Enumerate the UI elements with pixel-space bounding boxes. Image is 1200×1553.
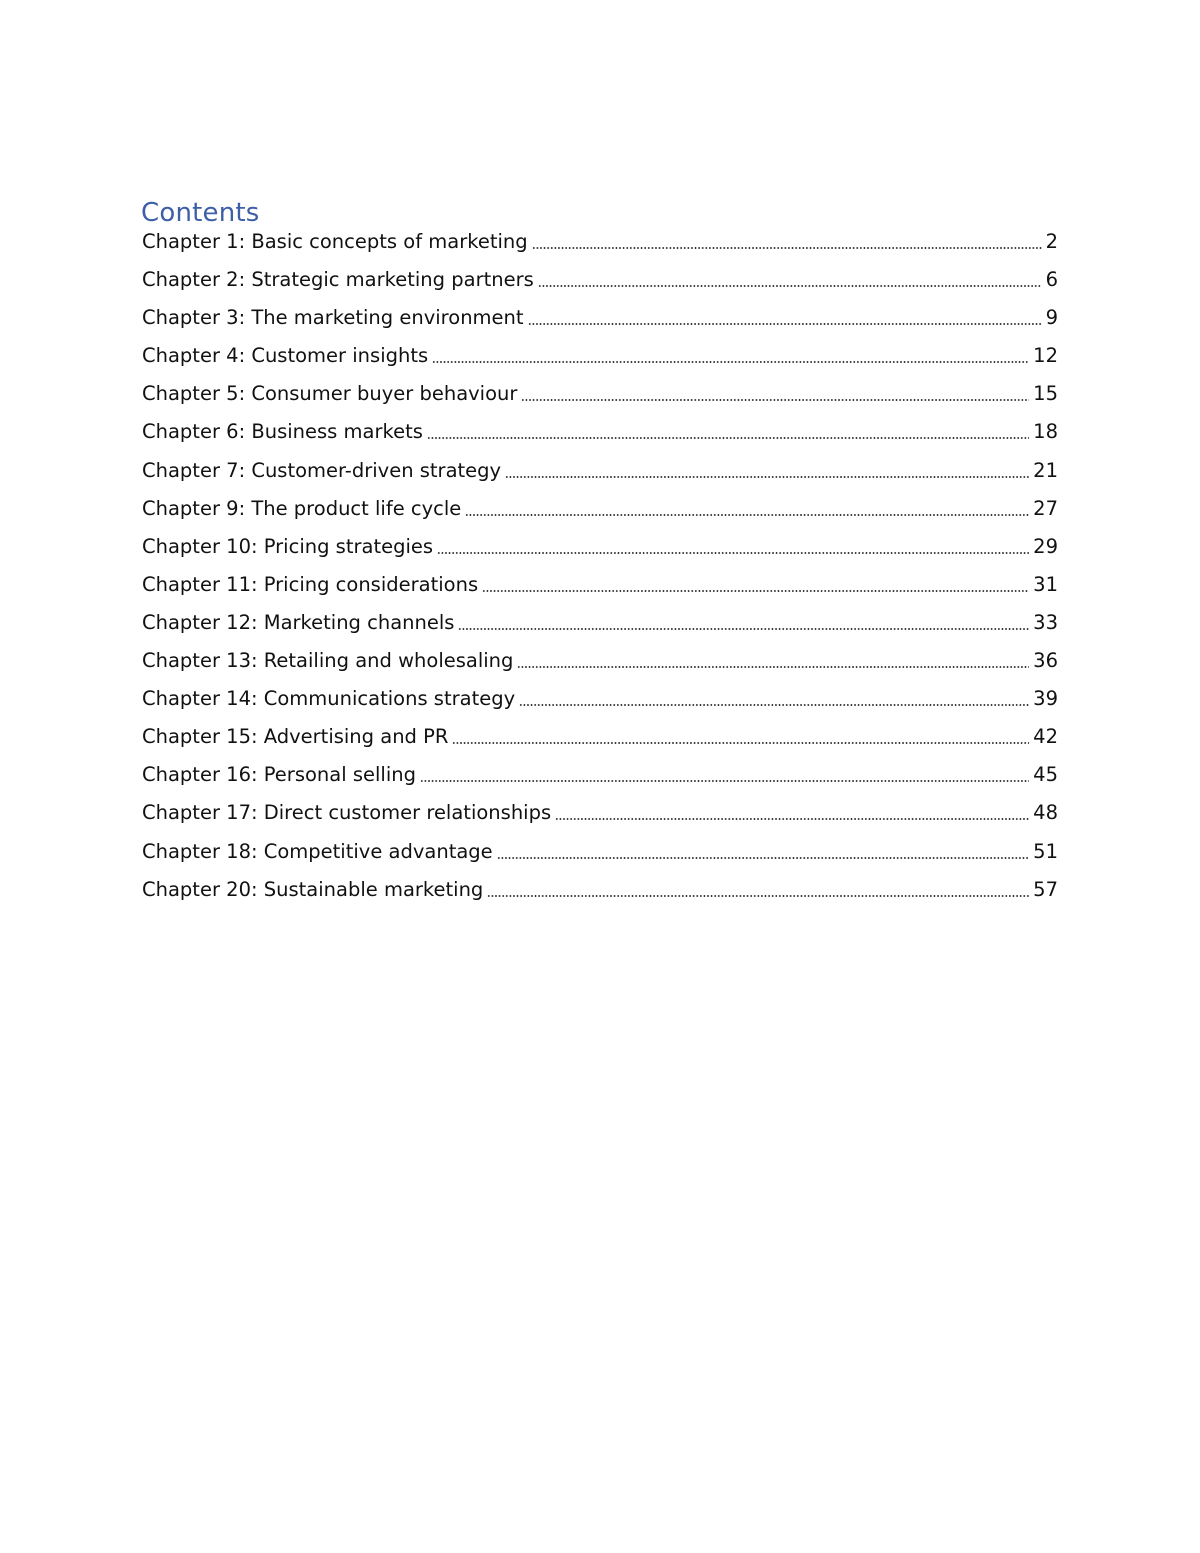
toc-entry-title: Chapter 18: Competitive advantage [142,839,493,863]
toc-dot-leader [505,476,1029,478]
toc-dot-leader [465,514,1029,516]
toc-dot-leader [420,780,1029,782]
toc-entry-page: 9 [1045,306,1058,330]
toc-entry-page: 2 [1045,230,1058,253]
toc-dot-leader [458,628,1029,630]
toc-entry-title: Chapter 6: Business markets [142,420,423,444]
toc-entry[interactable] [142,597,1058,635]
toc-dot-leader [437,552,1029,554]
toc-entry-title: Chapter 9: The product life cycle [142,496,462,520]
toc-entry[interactable] [142,292,1058,330]
toc-entry-title: Chapter 2: Strategic marketing partners [142,268,534,292]
toc-entry[interactable] [142,483,1058,521]
toc-dot-leader [517,666,1029,668]
toc-entry-title: Chapter 20: Sustainable marketing [142,877,484,901]
toc-entry-page: 15 [1033,382,1058,406]
toc-entry[interactable] [142,711,1058,749]
toc-heading: Contents [141,198,260,228]
toc-dot-leader [427,437,1029,439]
toc-entry[interactable] [142,787,1058,825]
toc-entry-page: 57 [1033,877,1058,901]
toc-entry-title: Chapter 13: Retailing and wholesaling [142,649,514,673]
toc-entry-title: Chapter 16: Personal selling [142,763,416,787]
toc-entry-page: 27 [1033,496,1058,520]
toc-entry[interactable] [142,559,1058,597]
toc-dot-leader [521,399,1029,401]
toc-entry[interactable] [142,635,1058,673]
toc-entry-page: 18 [1033,420,1058,444]
toc-entry-page: 6 [1045,268,1058,292]
toc-entry-page: 39 [1033,687,1058,711]
toc-entry-page: 12 [1033,344,1058,368]
toc-entry-page: 45 [1033,763,1058,787]
toc-entry-title: Chapter 1: Basic concepts of marketing [142,230,528,253]
toc-entry-page: 31 [1033,572,1058,596]
toc-dot-leader [497,857,1030,859]
toc-entry[interactable] [142,368,1058,406]
toc-entry-title: Chapter 17: Direct customer relationships [142,801,552,825]
toc-entry-title: Chapter 12: Marketing channels [142,610,455,634]
toc-dot-leader [487,895,1029,897]
toc-dot-leader [452,742,1029,744]
toc-list [142,216,1058,902]
toc-dot-leader [528,323,1042,325]
toc-entry[interactable] [142,521,1058,559]
toc-entry[interactable] [142,406,1058,444]
toc-entry[interactable] [142,254,1058,292]
toc-entry[interactable] [142,673,1058,711]
toc-dot-leader [432,361,1029,363]
toc-entry-page: 51 [1033,839,1058,863]
toc-entry-title: Chapter 11: Pricing considerations [142,572,479,596]
toc-entry-page: 36 [1033,649,1058,673]
toc-entry[interactable] [142,749,1058,787]
toc-entry-page: 29 [1033,534,1058,558]
toc-dot-leader [482,590,1029,592]
toc-entry-page: 42 [1033,725,1058,749]
toc-entry-title: Chapter 15: Advertising and PR [142,725,449,749]
toc-entry-title: Chapter 7: Customer-driven strategy [142,458,502,482]
toc-entry[interactable] [142,864,1058,902]
toc-entry[interactable] [142,825,1058,863]
toc-entry-page: 48 [1033,801,1058,825]
toc-dot-leader [555,818,1029,820]
toc-entry-title: Chapter 4: Customer insights [142,344,429,368]
table-of-contents [142,196,1058,902]
toc-entry-title: Chapter 5: Consumer buyer behaviour [142,382,518,406]
toc-entry[interactable] [142,216,1058,254]
toc-entry-page: 33 [1033,610,1058,634]
toc-entry[interactable] [142,444,1058,482]
toc-dot-leader [532,247,1042,249]
toc-entry-title: Chapter 14: Communications strategy [142,687,516,711]
toc-entry-title: Chapter 3: The marketing environment [142,306,524,330]
toc-dot-leader [519,704,1029,706]
toc-entry[interactable] [142,330,1058,368]
toc-dot-leader [538,285,1042,287]
toc-entry-page: 21 [1033,458,1058,482]
toc-entry-title: Chapter 10: Pricing strategies [142,534,434,558]
